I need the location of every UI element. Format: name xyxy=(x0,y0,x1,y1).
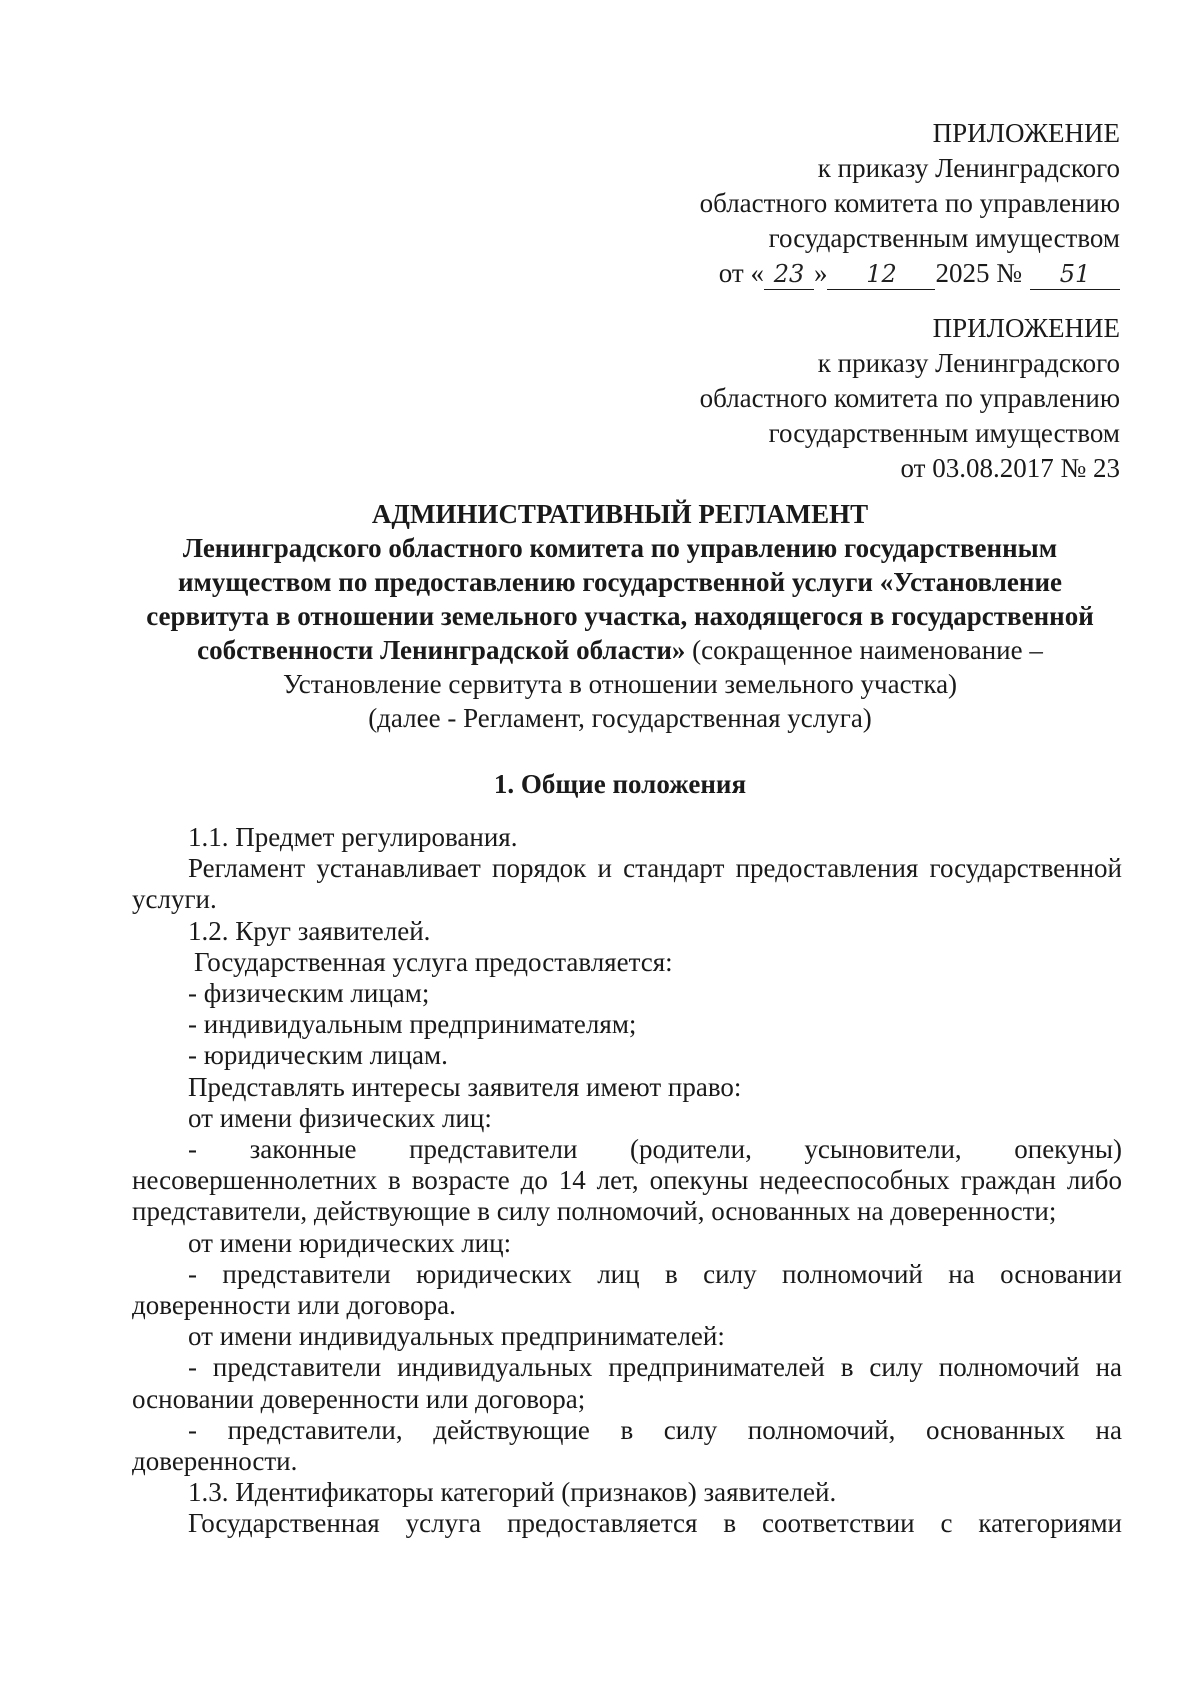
paragraph: Государственная услуга предоставляется: xyxy=(194,946,673,977)
short-name: (сокращенное наименование – Установление сервитута в отношении земельного участка) xyxy=(282,635,1043,699)
paragraph: 1.2. Круг заявителей. xyxy=(188,915,431,946)
annex-date-line: от 03.08.2017 № 23 xyxy=(900,453,1120,483)
order-close-quote: » xyxy=(813,258,828,288)
annex-line: к приказу Ленинградского xyxy=(817,153,1120,183)
handwritten-order-number: 51 xyxy=(1030,259,1120,290)
section-title: 1. Общие положения xyxy=(493,769,747,799)
annex-original xyxy=(700,311,1120,486)
annex-line: государственным имуществом xyxy=(768,223,1120,253)
order-reference xyxy=(700,256,1120,291)
annex-line: государственным имуществом xyxy=(768,418,1120,448)
annex-line: к приказу Ленинградского xyxy=(817,348,1120,378)
paragraph: - юридическим лицам. xyxy=(188,1040,448,1071)
annex-title: ПРИЛОЖЕНИЕ xyxy=(932,118,1120,148)
paragraph: - представители юридических лиц в силу полномочий на основании доверенности или договора. xyxy=(132,1258,1122,1321)
paragraph: Государственная услуга предоставляется в соответствии с категориями xyxy=(188,1508,1122,1539)
paragraph: от имени физических лиц: xyxy=(188,1102,492,1133)
paragraph: - законные представители (родители, усыновители, опекуны) несовершеннолетних в возрасте до 14 лет, опекуны недееспособных граждан либо представители, действующие в силу полномочий, основанных на доверенности; xyxy=(132,1134,1122,1227)
annex-title: ПРИЛОЖЕНИЕ xyxy=(932,313,1120,343)
handwritten-day: 23 xyxy=(764,259,814,290)
paragraph: от имени юридических лиц: xyxy=(188,1227,512,1258)
paragraph: от имени индивидуальных предпринимателей: xyxy=(188,1321,725,1352)
handwritten-month: 12 xyxy=(827,259,935,290)
paragraph: 1.1. Предмет регулирования. xyxy=(188,822,518,852)
order-year-label: 2025 № xyxy=(935,258,1022,288)
abbreviation-note: (далее - Регламент, государственная услуга) xyxy=(368,703,872,733)
paragraph: - представители, действующие в силу полномочий, основанных на доверенности. xyxy=(132,1414,1122,1477)
paragraph: - индивидуальным предпринимателям; xyxy=(188,1009,637,1040)
annex-current xyxy=(700,116,1120,291)
order-from-label: от « xyxy=(718,258,764,288)
document-heading xyxy=(118,497,1122,735)
paragraph: 1.3. Идентификаторы категорий (признаков) заявителей. xyxy=(188,1477,837,1508)
paragraph: - представители индивидуальных предпринимателей в силу полномочий на основании доверенности или договора; xyxy=(132,1352,1122,1414)
annex-line: областного комитета по управлению xyxy=(699,383,1120,413)
paragraph: Регламент устанавливает порядок и стандарт предоставления государственной услуги. xyxy=(132,853,1122,915)
annex-line: областного комитета по управлению xyxy=(699,188,1120,218)
paragraph: Представлять интересы заявителя имеют право: xyxy=(188,1071,742,1102)
paragraph: - физическим лицам; xyxy=(188,978,430,1009)
document-subtitle: Ленинградского областного комитета по управлению государственным имуществом по предоставлению государственной услуги «Установление сервитута в отношении земельного участка, находящегося в государственной собственности Ленинградской области» xyxy=(146,533,1094,665)
document-body xyxy=(132,822,1122,1540)
document-title: АДМИНИСТРАТИВНЫЙ РЕГЛАМЕНТ xyxy=(371,499,869,529)
